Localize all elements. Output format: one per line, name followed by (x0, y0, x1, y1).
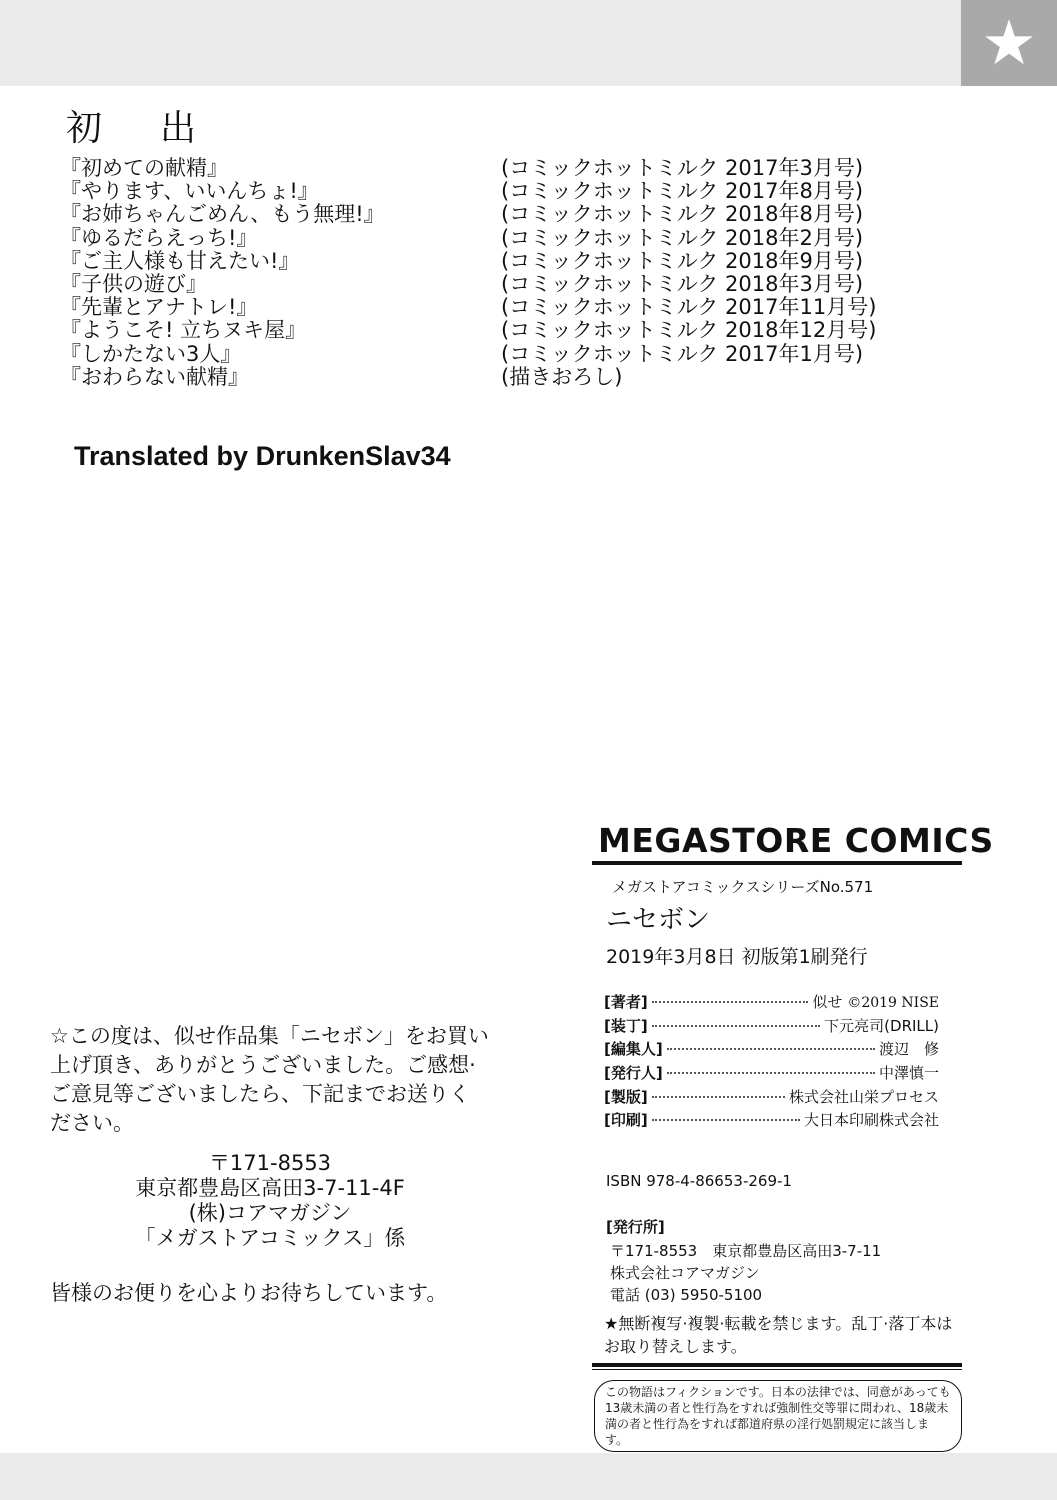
street-address: 東京都豊島区高田3-7-11-4F (135, 1176, 405, 1200)
dot-leader (652, 1119, 800, 1121)
list-item (60, 180, 960, 203)
dot-leader (667, 1072, 875, 1074)
story-source: (コミックホットミルク 2018年2月号) (501, 225, 864, 250)
story-title: 『子供の遊び』 (60, 271, 207, 296)
credit-value: 中澤慎一 (878, 1064, 939, 1083)
dot-leader (652, 1025, 820, 1027)
list-item (60, 319, 960, 342)
publisher-info (610, 1240, 881, 1306)
divider (592, 1369, 962, 1370)
book-title: ニセボン (606, 905, 711, 935)
story-source: (コミックホットミルク 2018年8月号) (501, 202, 864, 227)
company-name: (株)コアマガジン (188, 1201, 352, 1225)
list-item (60, 273, 960, 296)
story-source: (コミックホットミルク 2018年3月号) (501, 271, 864, 296)
fiction-notice: この物語はフィクションです。日本の法律では、同意があっても13歳未満の者と性行為をすれば強制性交等罪に問われ、18歳未満の者と性行為をすれば都道府県の淫行処罰規定に該当します。 (594, 1380, 962, 1452)
dot-leader (652, 1096, 785, 1098)
credit-row (604, 1109, 939, 1133)
story-title: 『初めての献精』 (60, 156, 228, 180)
isbn: ISBN 978-4-86653-269-1 (606, 1172, 792, 1190)
list-item (60, 157, 960, 180)
story-source: (コミックホットミルク 2018年12月号) (501, 318, 877, 343)
story-source: (コミックホットミルク 2017年11月号) (501, 295, 877, 320)
dot-leader (652, 1001, 809, 1003)
credit-value: 下元亮司(DRILL) (824, 1016, 939, 1035)
credit-value: 渡辺 修 (878, 1040, 939, 1059)
copy-notice: ★無断複写·複製·転載を禁じます。乱丁·落丁本はお取り替えします。 (604, 1314, 953, 1356)
list-item (60, 203, 960, 226)
story-title: 『お姉ちゃんごめん、もう無理!』 (60, 202, 385, 227)
credits-list (604, 991, 939, 1133)
first-appearance-heading: 初出 (66, 108, 255, 149)
story-title: 『おわらない献精』 (60, 364, 249, 389)
credit-label: [著者] (604, 993, 648, 1011)
credit-label: [発行人] (604, 1064, 663, 1083)
publisher-phone: 電話 (03) 5950-5100 (610, 1286, 763, 1304)
credit-value: 株式会社山栄プロセス (788, 1087, 939, 1106)
await-message: 皆様のお便りを心よりお待ちしています。 (50, 1281, 448, 1305)
copyright: ©2019 NISE (847, 995, 939, 1011)
credit-label: [装丁] (604, 1016, 648, 1035)
credit-label: [製版] (604, 1087, 648, 1106)
story-title: 『やります、いいんちょ!』 (60, 179, 319, 204)
story-title: 『先輩とアナトレ!』 (60, 295, 258, 320)
list-item (60, 227, 960, 250)
corner-star-box (961, 0, 1057, 86)
credit-row (604, 1086, 939, 1110)
credit-row (604, 1038, 939, 1062)
top-bar (0, 0, 1057, 86)
dot-leader (667, 1048, 875, 1050)
department: 「メガストアコミックス」係 (134, 1226, 406, 1250)
story-source: (コミックホットミルク 2017年1月号) (501, 341, 864, 366)
bottom-bar (0, 1453, 1057, 1500)
story-title: 『しかたない3人』 (60, 341, 242, 366)
list-item (60, 343, 960, 366)
story-source: (コミックホットミルク 2017年8月号) (501, 179, 864, 204)
thanks-message: ☆この度は、似せ作品集「ニセボン」をお買い上げ頂き、ありがとうございました。ご感想·ご意見等ございましたら、下記までお送りください。 (50, 1024, 489, 1135)
credit-row (604, 1015, 939, 1039)
list-item (60, 296, 960, 319)
divider (592, 861, 962, 865)
credit-value: 似せ (812, 993, 843, 1011)
publisher-name: 株式会社コアマガジン (610, 1264, 760, 1282)
list-item (60, 366, 960, 389)
divider (592, 1363, 962, 1367)
credit-row (604, 1062, 939, 1086)
star-icon: ★ (981, 6, 1037, 79)
story-source: (コミックホットミルク 2018年9月号) (501, 248, 864, 273)
credit-label: [印刷] (604, 1111, 648, 1130)
edition-date: 2019年3月8日 初版第1刷発行 (606, 946, 868, 968)
credit-label: [編集人] (604, 1040, 663, 1059)
translator-credit: Translated by DrunkenSlav34 (74, 441, 451, 471)
publisher-address: 〒171-8553 東京都豊島区高田3-7-11 (610, 1242, 882, 1260)
story-source: (描きおろし) (501, 364, 623, 389)
list-item (60, 250, 960, 273)
story-title: 『ゆるだらえっち!』 (60, 225, 258, 250)
megastore-logo: MEGASTORE COMICS (598, 821, 994, 860)
publisher-label: [発行所] (606, 1218, 665, 1236)
story-source: (コミックホットミルク 2017年3月号) (501, 156, 864, 180)
story-title: 『ご主人様も甘えたい!』 (60, 248, 300, 273)
postal-code: 〒171-8553 (208, 1151, 332, 1175)
credit-value: 大日本印刷株式会社 (803, 1111, 939, 1130)
series-number: メガストアコミックスシリーズNo.571 (612, 878, 874, 896)
credit-row (604, 991, 939, 1015)
story-title: 『ようこそ! 立ちヌキ屋』 (60, 318, 307, 343)
reader-address (70, 1151, 470, 1251)
publication-list (60, 157, 960, 389)
